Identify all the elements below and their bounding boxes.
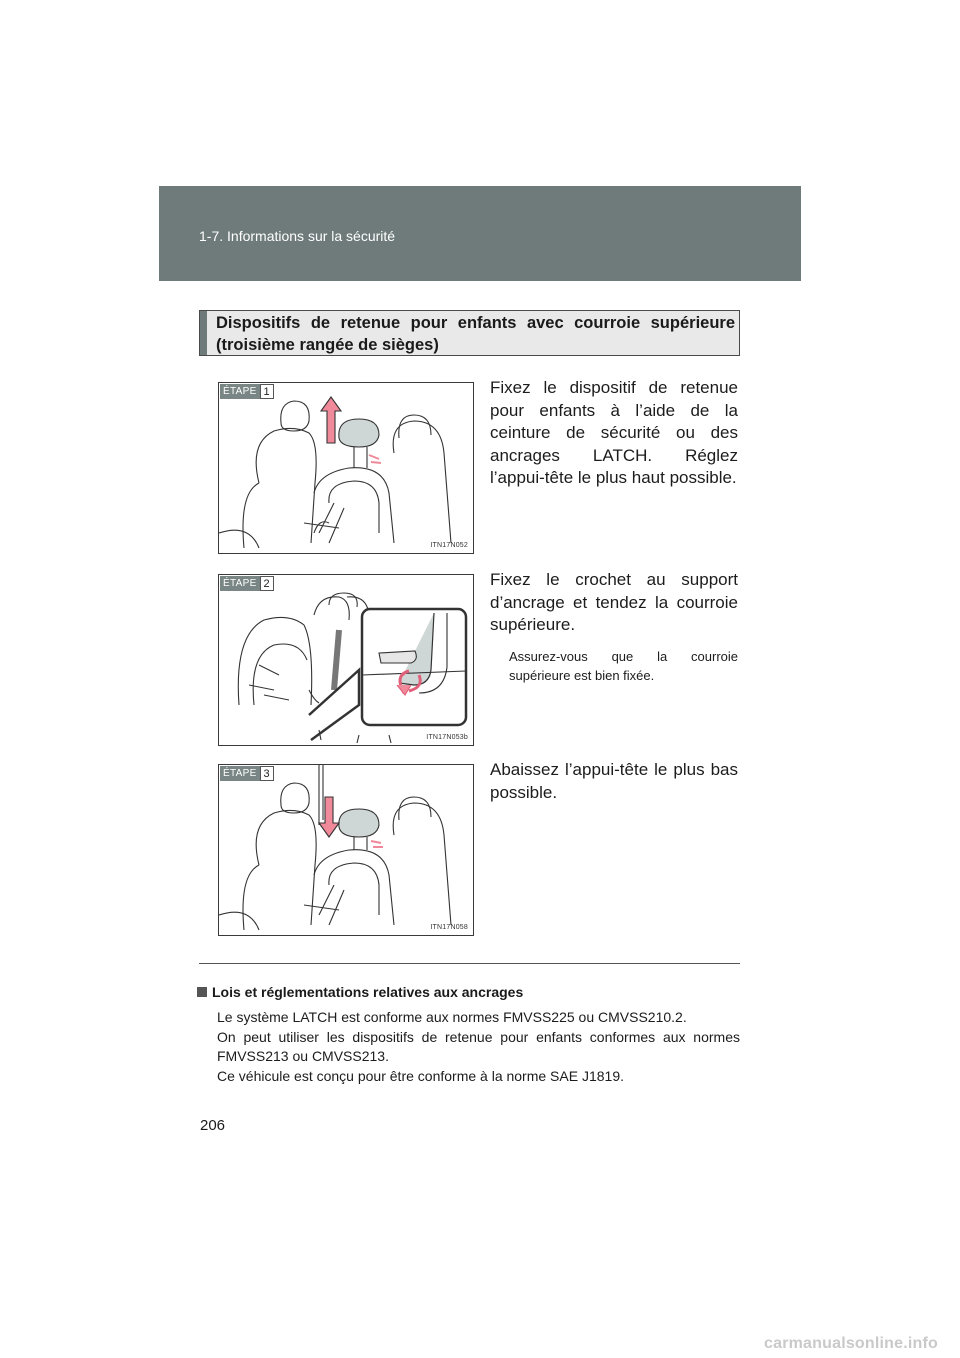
page-number: 206 [200, 1117, 226, 1134]
note-line: Ce véhicule est conçu pour être conforme à la norme SAE J1819. [217, 1067, 624, 1084]
step-badge [220, 576, 274, 591]
step-badge-number: 1 [260, 384, 274, 399]
figure-step-2 [218, 574, 474, 746]
heading-text: Dispositifs de retenue pour enfants avec courroie supérieure (troisième rangée de sièges) [216, 314, 735, 354]
note-title [197, 984, 523, 1000]
note-body [217, 1008, 740, 1086]
note-title-text: Lois et réglementations relatives aux ancrages [212, 984, 524, 1000]
heading-accent-bar [200, 311, 207, 355]
step-badge [220, 766, 274, 781]
step-1-text: Fixez le dispositif de retenue pour enfants à l’aide de la ceinture de sécurité ou des ancrages LATCH. Réglez l’appui-tête le plus haut possible. [490, 378, 738, 487]
step-badge-number: 2 [260, 576, 274, 591]
note-line: On peut utiliser les dispositifs de retenue pour enfants conformes aux normes FMVSS213 ou CMVSS213. [217, 1028, 740, 1064]
header-band [159, 186, 801, 281]
step-badge-number: 3 [260, 766, 274, 781]
step-2-note: Assurez-vous que la courroie supérieure est bien fixée. [509, 649, 738, 683]
watermark: carmanualsonline.info [764, 1335, 939, 1352]
step-3-text: Abaissez l’appui-tête le plus bas possible. [490, 760, 738, 802]
figure-step-1 [218, 382, 474, 554]
figure-code: ITN17N058 [430, 924, 468, 931]
section-title: 1-7. Informations sur la sécurité [199, 228, 396, 244]
section-heading [199, 310, 740, 356]
figure-step-3 [218, 764, 474, 936]
step-badge-label: ÉTAPE [220, 576, 260, 591]
square-bullet-icon [197, 987, 207, 997]
step-badge [220, 384, 274, 399]
step-2-text: Fixez le crochet au support d’ancrage et tendez la courroie supérieure. [490, 570, 738, 634]
figure-code: ITN17N053b [426, 734, 468, 741]
note-line: Le système LATCH est conforme aux normes FMVSS225 ou CMVSS210.2. [217, 1009, 687, 1025]
step-badge-label: ÉTAPE [220, 766, 260, 781]
step-badge-label: ÉTAPE [220, 384, 260, 399]
figure-code: ITN17N052 [430, 542, 468, 549]
divider [199, 963, 740, 964]
